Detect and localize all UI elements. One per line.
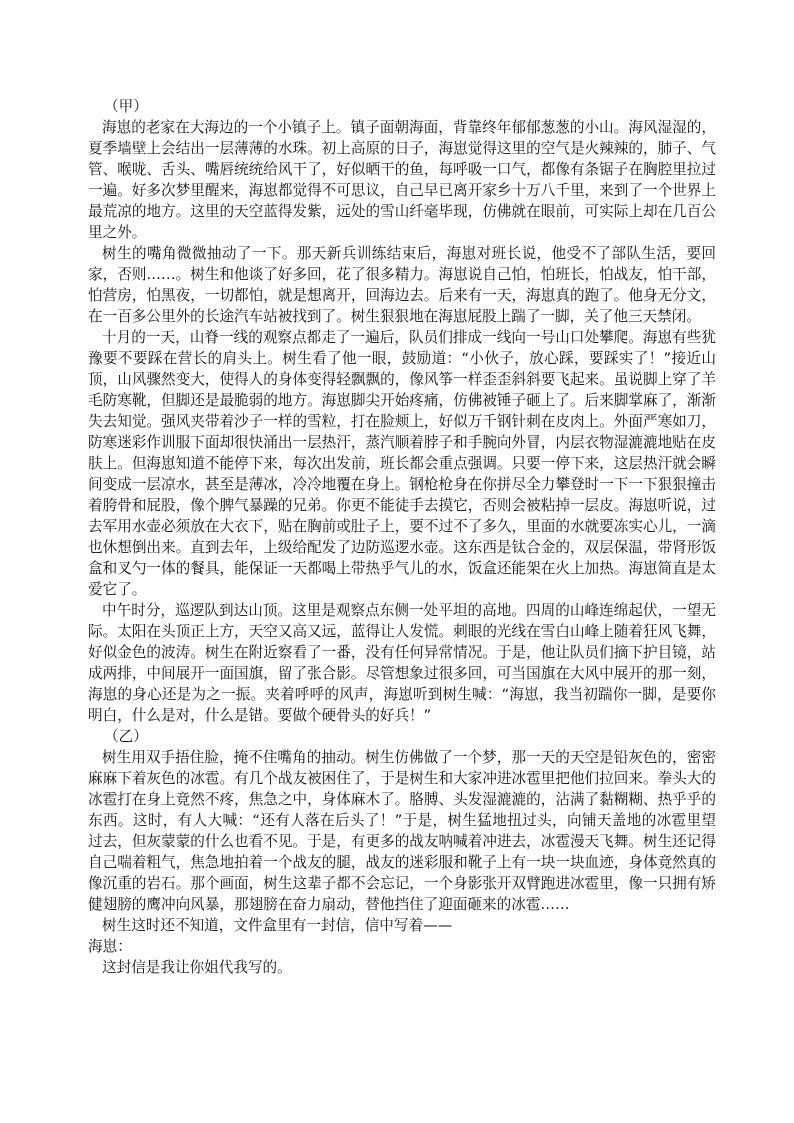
- paragraph-4: 中午时分，巡逻队到达山顶。这里是观察点东侧一处平坦的高地。四周的山峰连绵起伏，一望无际。太阳在头顶正上方，天空又高又远，蓝得让人发慌。刺眼的光线在雪白山峰上随着狂风飞舞，好似金色的波涛。树生在附近察看了一番，没有任何异常情况。于是，他让队员们摘下护目镜，站成两排，中间展开一面国旗，留了张合影。尽管想象过很多回，可当国旗在大风中展开的那一刻，海崽的身心还是为之一振。夹着呼呼的风声，海崽听到树生喊：“海崽，我当初踹你一脚，是要你明白，什么是对，什么是错。要做个硬骨头的好兵！”: [88, 602, 716, 724]
- paragraph-3: 十月的一天，山脊一线的观察点都走了一遍后，队员们排成一线向一号山口处攀爬。海崽有些犹豫要不要踩在营长的肩头上。树生看了他一眼，鼓励道：“小伙子，放心踩，要踩实了！”接近山顶，山风骤然变大，使得人的身体变得轻飘飘的，像风筝一样歪歪斜斜要飞起来。虽说脚上穿了羊毛防寒靴，但脚还是最脆弱的地方。海崽脚尖开始疼痛，仿佛被锤子砸上了。后来脚掌麻了，渐渐失去知觉。强风夹带着沙子一样的雪粒，打在脸颊上，好似万千钢针刺在皮肉上。外面严寒如刀，防寒迷彩作训服下面却很快涌出一层热汗，蒸汽顺着脖子和手腕向外冒，内层衣物湿漉漉地贴在皮肤上。但海崽知道不能停下来，每次出发前，班长都会重点强调。只要一停下来，这层热汗就会瞬间变成一层凉水，甚至是薄冰，冷冷地覆在身上。钢枪枪身在你拼尽全力攀登时一下一下狠狠撞击着胯骨和屁股，像个脾气暴躁的兄弟。你更不能徒手去摸它，否则会被粘掉一层皮。海崽听说，过去军用水壶必须放在大衣下，贴在胸前或肚子上，要不过不了多久，里面的水就要冻实心儿，一滴也休想倒出来。直到去年，上级给配发了边防巡逻水壶。这东西是钛合金的，双层保温，带肾形饭盒和叉勺一体的餐具，能保证一天都喝上带热乎气儿的水，饭盒还能架在火上加热。海崽简直是太爱它了。: [88, 329, 716, 598]
- paragraph-6: 树生这时还不知道，文件盒里有一封信，信中写着——: [102, 917, 453, 934]
- letter-first-line: 这封信是我让你姐代我写的。: [102, 959, 292, 976]
- paragraph-2: 树生的嘴角微微抽动了一下。那天新兵训练结束后，海崽对班长说，他受不了部队生活，要回家，否则……。树生和他谈了好多回，花了很多精力。海崽说自己怕，怕班长，怕战友，怕干部，怕营房，怕黑夜，一切都怕，就是想离开，回海边去。后来有一天，海崽真的跑了。他身无分文，在一百多公里外的长途汽车站被找到了。树生狠狠地在海崽屁股上踹了一脚，关了他三天禁闭。: [88, 245, 716, 325]
- paragraph-5: 树生用双手捂住脸，掩不住嘴角的抽动。树生仿佛做了一个梦，那一天的天空是铅灰色的，密密麻麻下着灰色的冰雹。有几个战友被困住了，于是树生和大家冲进冰雹里把他们拉回来。拳头大的冰雹打在身上竟然不疼，焦急之中，身体麻木了。胳膊、头发湿漉漉的，沾满了黏糊糊、热乎乎的东西。这时，有人大喊：“还有人落在后头了！”于是，树生猛地扭过头，向铺天盖地的冰雹里望过去，但灰蒙蒙的什么也看不见。于是，有更多的战友呐喊着冲进去，冰雹漫天飞舞。树生还记得自己喘着粗气，焦急地拍着一个战友的腿，战友的迷彩服和靴子上有一块一块血迹，身体竟然真的像沉重的岩石。那个画面，树生这辈子都不会忘记，一个身影张开双臂跑进冰雹里，像一只拥有矫健翅膀的鹰冲向风暴，那翅膀在奋力扇动，替他挡住了迎面砸来的冰雹……: [88, 749, 716, 913]
- document-body: [88, 96, 716, 978]
- section-heading-yi: （乙）: [104, 728, 148, 745]
- letter-salutation: 海崽：: [88, 938, 132, 955]
- section-heading-jia: （甲）: [104, 98, 148, 115]
- paragraph-1: 海崽的老家在大海边的一个小镇子上。镇子面朝海面，背靠终年郁郁葱葱的小山。海风湿湿的，夏季墙壁上会结出一层薄薄的水珠。初上高原的日子，海崽觉得这里的空气是火辣辣的，肺子、气管、喉咙、舌头、嘴唇统统给风干了，好似晒干的鱼，每呼吸一口气，都像有条锯子在胸腔里拉过一遍。好多次梦里醒来，海崽都觉得不可思议，自己早已离开家乡十万八千里，来到了一个世界上最荒凉的地方。这里的天空蓝得发紫，远处的雪山纤毫毕现，仿佛就在眼前，可实际上却在几百公里之外。: [88, 119, 716, 241]
